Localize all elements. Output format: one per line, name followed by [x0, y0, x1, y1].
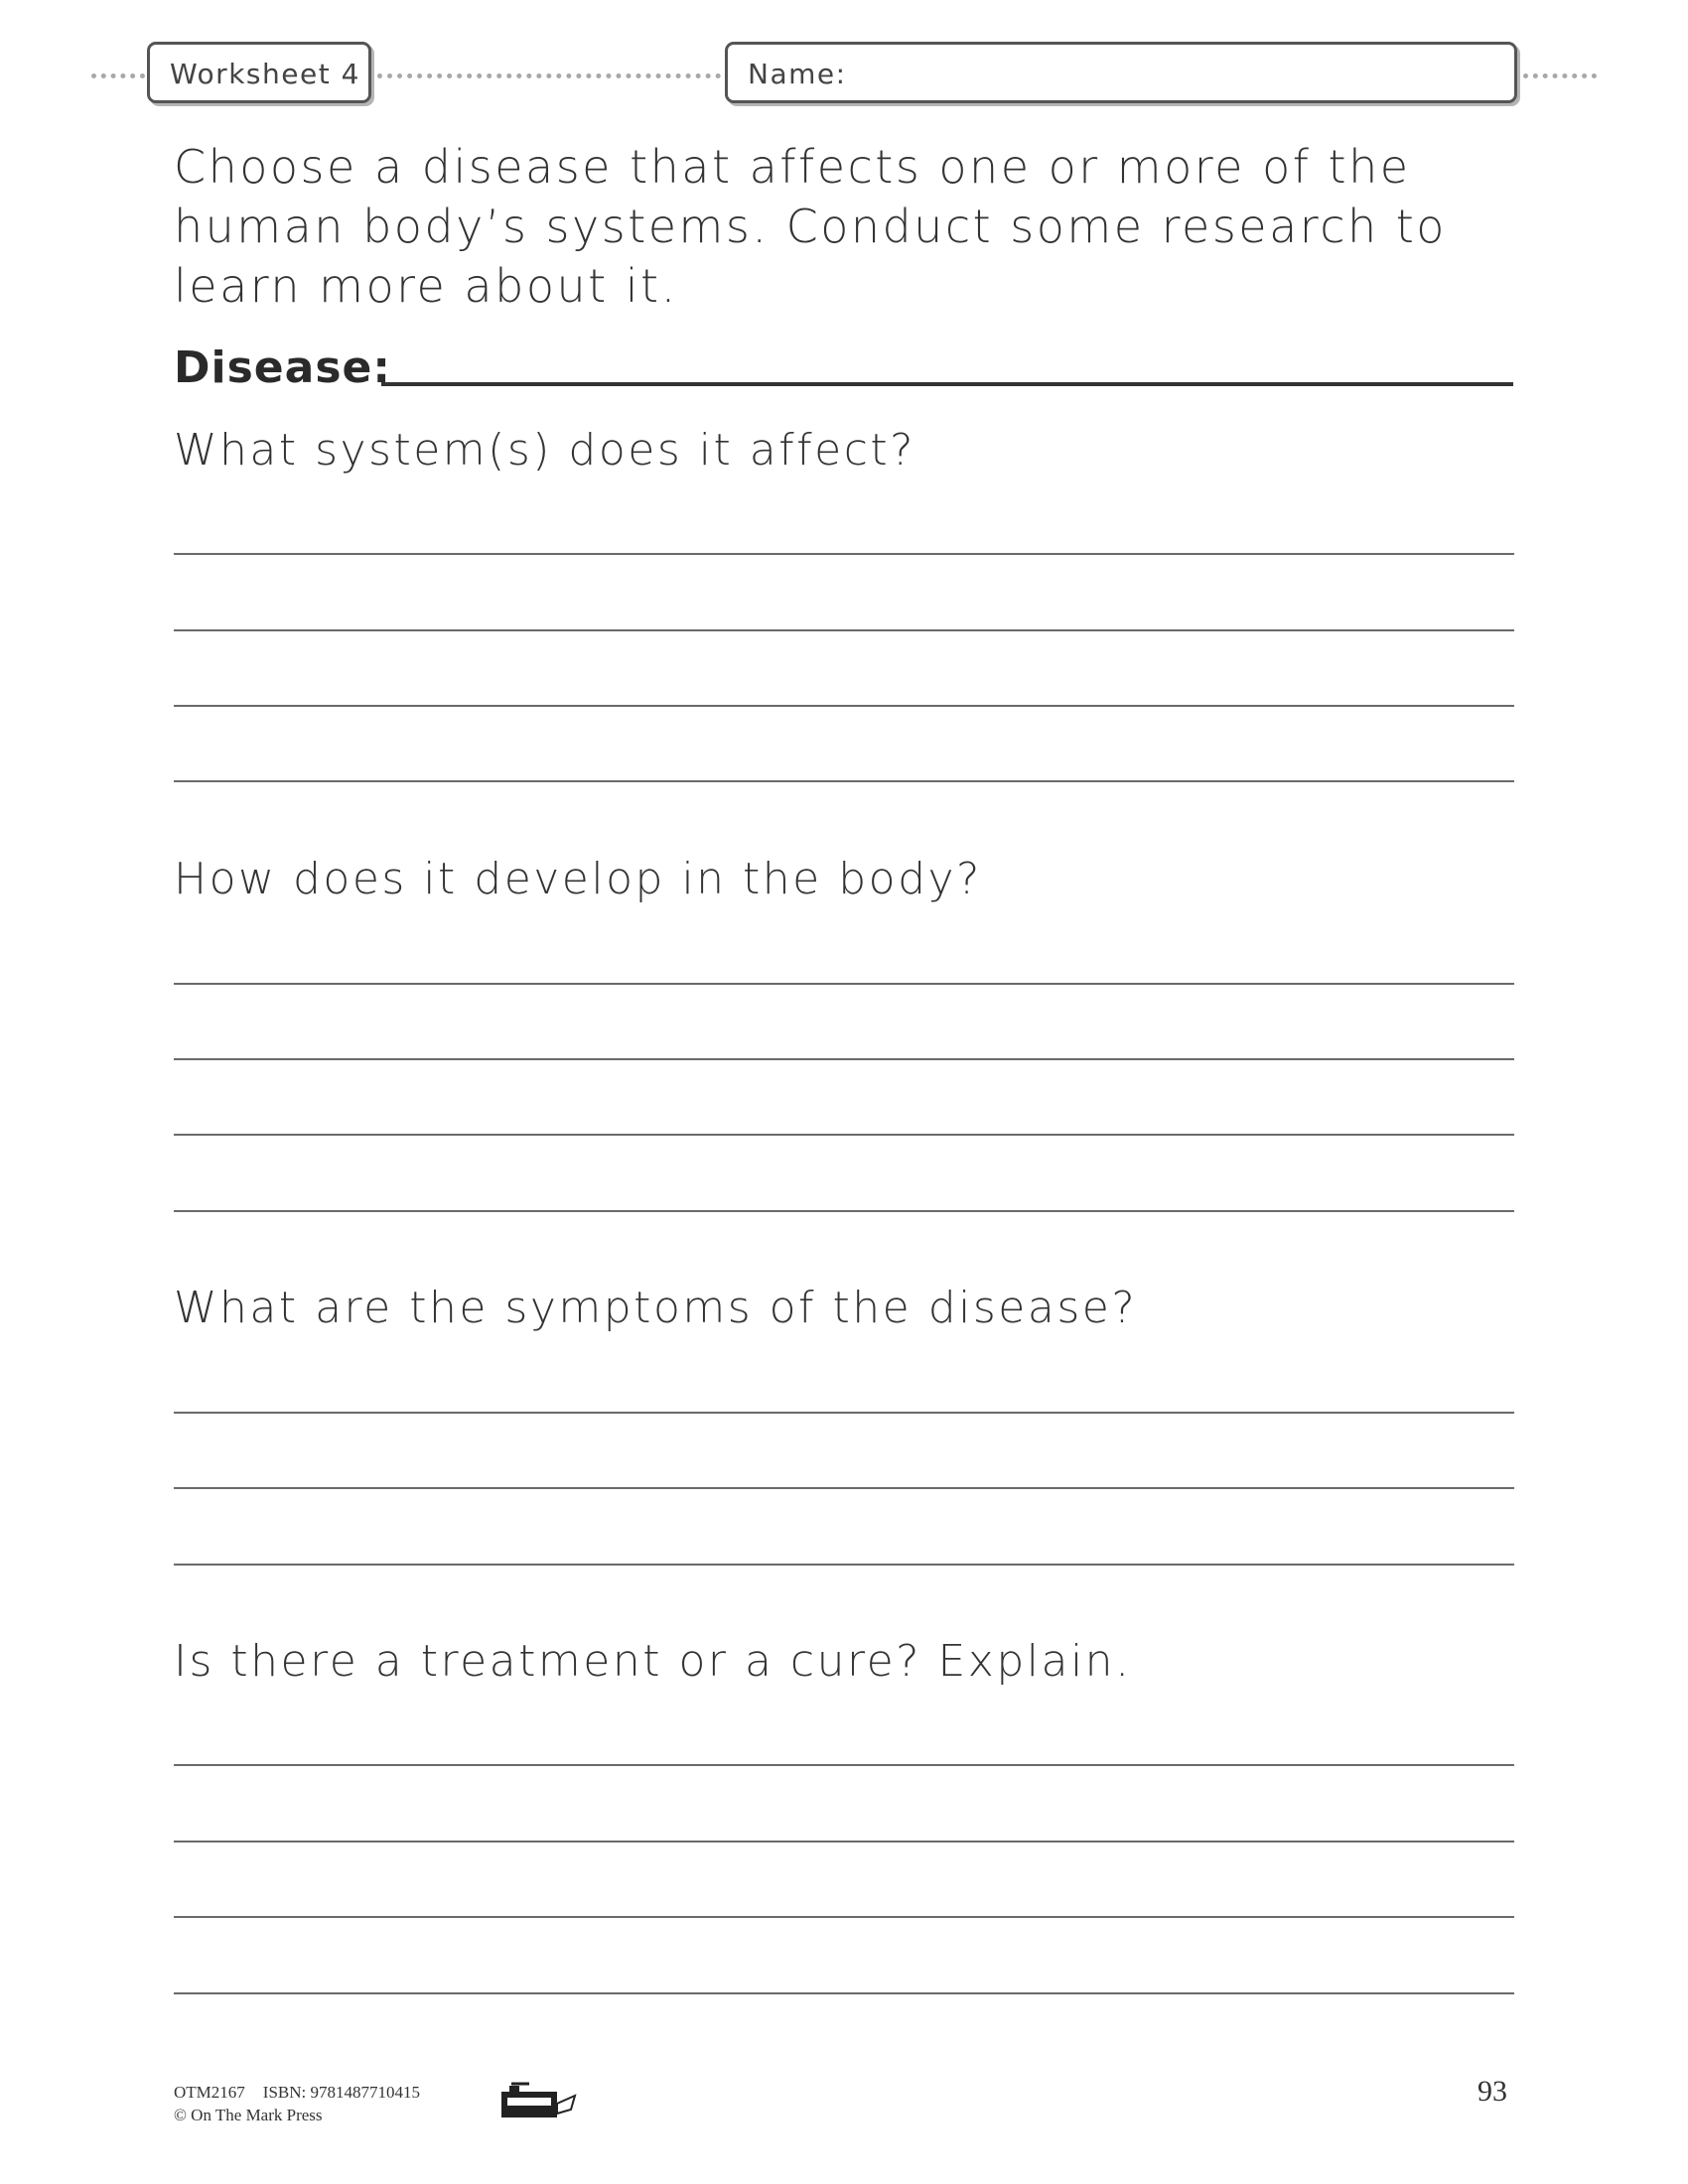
worksheet-label: Worksheet 4	[170, 58, 360, 90]
answer-line[interactable]	[174, 1058, 1514, 1060]
answer-line[interactable]	[174, 705, 1514, 707]
disease-label: Disease:	[174, 342, 391, 393]
disease-answer-line[interactable]	[381, 382, 1513, 386]
answer-line[interactable]	[174, 780, 1514, 782]
question-2: How does it develop in the body?	[174, 854, 982, 904]
answer-line[interactable]	[174, 1764, 1514, 1766]
footer-publisher-info	[174, 2081, 420, 2126]
header-dotted-rule-middle	[377, 73, 721, 78]
question-4: Is there a treatment or a cure? Explain.	[174, 1636, 1132, 1687]
answer-line[interactable]	[174, 1841, 1514, 1843]
answer-line[interactable]	[174, 1992, 1514, 1994]
photocopier-icon	[499, 2080, 579, 2125]
product-code: OTM2167	[174, 2083, 245, 2102]
answer-line[interactable]	[174, 1916, 1514, 1918]
question-1: What system(s) does it affect?	[174, 425, 916, 476]
answer-line[interactable]	[174, 1487, 1514, 1489]
answer-line[interactable]	[174, 1564, 1514, 1566]
answer-line[interactable]	[174, 983, 1514, 985]
header-dotted-rule-left	[91, 73, 145, 78]
worksheet-tab	[147, 42, 371, 103]
name-field[interactable]	[725, 42, 1517, 103]
answer-line[interactable]	[174, 1412, 1514, 1414]
page-number: 93	[1477, 2075, 1507, 2108]
answer-line[interactable]	[174, 629, 1514, 631]
header-dotted-rule-right	[1523, 73, 1597, 78]
answer-line[interactable]	[174, 1134, 1514, 1136]
copyright: © On The Mark Press	[174, 2106, 323, 2124]
isbn: ISBN: 9781487710415	[262, 2083, 420, 2102]
question-3: What are the symptoms of the disease?	[174, 1283, 1138, 1333]
name-label: Name:	[748, 58, 847, 90]
answer-line[interactable]	[174, 1210, 1514, 1212]
intro-instructions: Choose a disease that affects one or more of the human body’s systems. Conduct some research to learn more about it.	[174, 140, 1447, 313]
answer-line[interactable]	[174, 553, 1514, 555]
